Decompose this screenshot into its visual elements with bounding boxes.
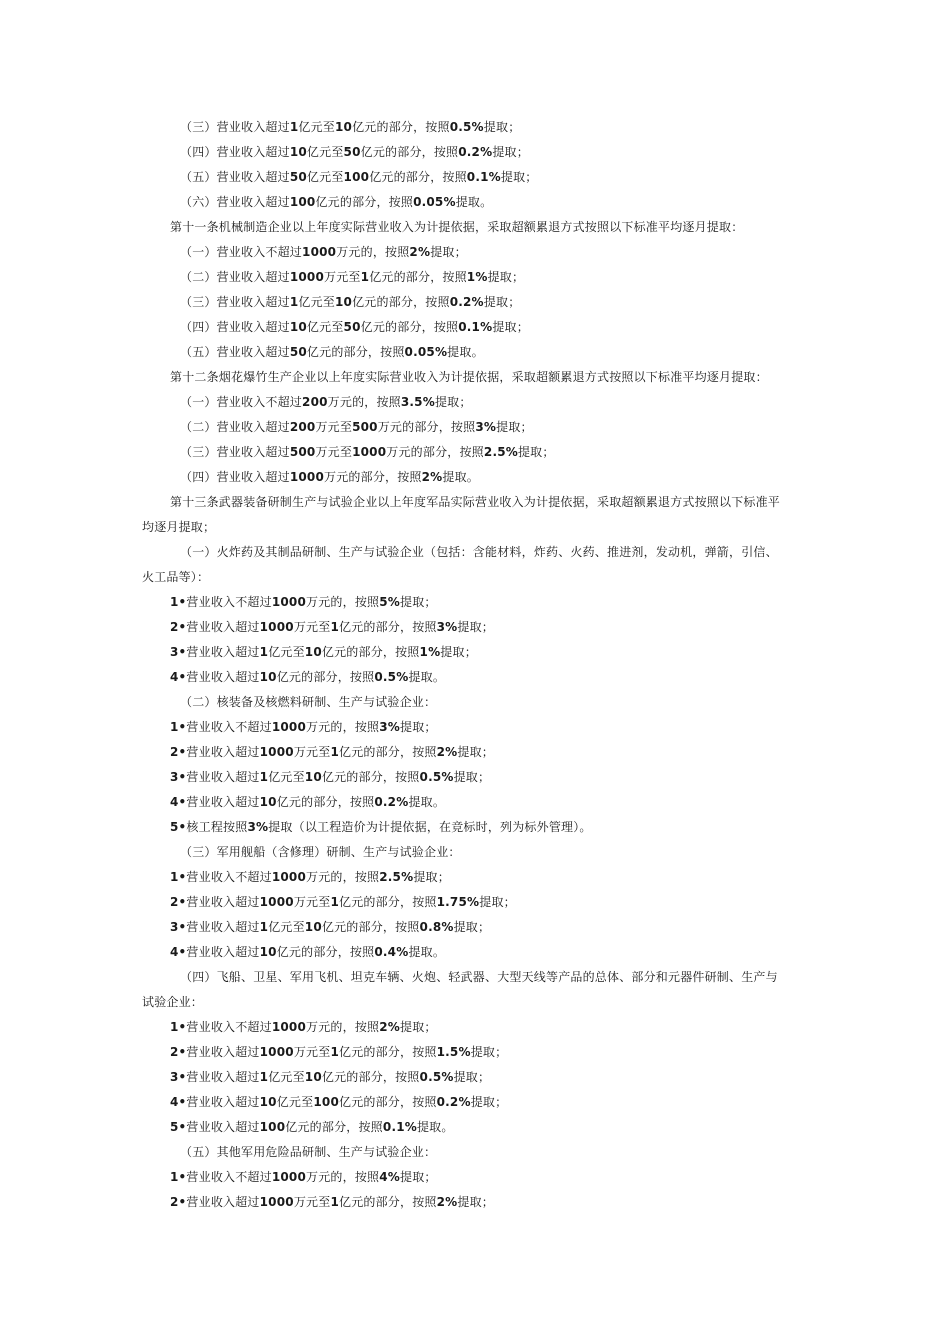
text-line: 5•核工程按照3%提取（以工程造价为计提依据，在竞标时，列为标外管理）。 [170,820,592,834]
text-line: 2•营业收入超过1000万元至1亿元的部分，按照1.75%提取； [170,895,516,909]
text-line: （四）营业收入超过10亿元至50亿元的部分，按照0.2%提取； [180,145,529,159]
text-line: 1•营业收入不超过1000万元的，按照4%提取； [170,1170,437,1184]
text-line: 第十二条烟花爆竹生产企业以上年度实际营业收入为计提依据，采取超额累退方式按照以下标准平均逐月提取： [170,370,768,384]
text-line: （三）营业收入超过1亿元至10亿元的部分，按照0.5%提取； [180,120,521,134]
text-line: （五）其他军用危险品研制、生产与试验企业： [180,1145,437,1159]
text-line: （三）营业收入超过500万元至1000万元的部分，按照2.5%提取； [180,445,555,459]
text-line: 3•营业收入超过1亿元至10亿元的部分，按照0.8%提取； [170,920,491,934]
text-line: （一）营业收入不超过1000万元的，按照2%提取； [180,245,467,259]
text-line: 5•营业收入超过100亿元的部分，按照0.1%提取。 [170,1120,454,1134]
text-line: （三）营业收入超过1亿元至10亿元的部分，按照0.2%提取； [180,295,521,309]
text-line: 2•营业收入超过1000万元至1亿元的部分，按照2%提取； [170,1195,494,1209]
text-line: （二）营业收入超过1000万元至1亿元的部分，按照1%提取； [180,270,525,284]
text-line: （五）营业收入超过50亿元的部分，按照0.05%提取。 [180,345,484,359]
text-line: （六）营业收入超过100亿元的部分，按照0.05%提取。 [180,195,493,209]
text-line: 试验企业： [142,995,204,1009]
text-line: （一）营业收入不超过200万元的，按照3.5%提取； [180,395,472,409]
text-line: 1•营业收入不超过1000万元的，按照3%提取； [170,720,437,734]
text-line: （一）火炸药及其制品研制、生产与试验企业（包括：含能材料，炸药、火药、推进剂，发动机，弹箭，引信、 [180,545,778,559]
text-line: 2•营业收入超过1000万元至1亿元的部分，按照3%提取； [170,620,494,634]
text-line: （四）营业收入超过10亿元至50亿元的部分，按照0.1%提取； [180,320,529,334]
text-line: 均逐月提取； [142,520,216,534]
document-body [0,115,950,1215]
text-line: 4•营业收入超过10亿元的部分，按照0.4%提取。 [170,945,446,959]
text-line: （四）营业收入超过1000万元的部分，按照2%提取。 [180,470,480,484]
text-line: （四）飞船、卫星、军用飞机、坦克车辆、火炮、轻武器、大型天线等产品的总体、部分和元器件研制、生产与 [180,970,778,984]
text-line: 2•营业收入超过1000万元至1亿元的部分，按照2%提取； [170,745,494,759]
text-line: （二）营业收入超过200万元至500万元的部分，按照3%提取； [180,420,533,434]
text-line: 第十一条机械制造企业以上年度实际营业收入为计提依据，采取超额累退方式按照以下标准平均逐月提取： [170,220,744,234]
text-line: （二）核装备及核燃料研制、生产与试验企业： [180,695,437,709]
text-line: 3•营业收入超过1亿元至10亿元的部分，按照0.5%提取； [170,1070,491,1084]
text-line: （三）军用舰船（含修理）研制、生产与试验企业： [180,845,461,859]
text-line: （五）营业收入超过50亿元至100亿元的部分，按照0.1%提取； [180,170,538,184]
text-line: 3•营业收入超过1亿元至10亿元的部分，按照0.5%提取； [170,770,491,784]
text-line: 4•营业收入超过10亿元的部分，按照0.5%提取。 [170,670,446,684]
text-line: 火工品等）： [142,570,210,584]
text-line: 1•营业收入不超过1000万元的，按照2%提取； [170,1020,437,1034]
text-line: 1•营业收入不超过1000万元的，按照5%提取； [170,595,437,609]
text-line: 4•营业收入超过10亿元的部分，按照0.2%提取。 [170,795,446,809]
text-line: 4•营业收入超过10亿元至100亿元的部分，按照0.2%提取； [170,1095,508,1109]
text-line: 2•营业收入超过1000万元至1亿元的部分，按照1.5%提取； [170,1045,508,1059]
text-line: 1•营业收入不超过1000万元的，按照2.5%提取； [170,870,450,884]
text-line: 3•营业收入超过1亿元至10亿元的部分，按照1%提取； [170,645,477,659]
text-line: 第十三条武器装备研制生产与试验企业以上年度军品实际营业收入为计提依据，采取超额累退方式按照以下标准平 [170,495,781,509]
